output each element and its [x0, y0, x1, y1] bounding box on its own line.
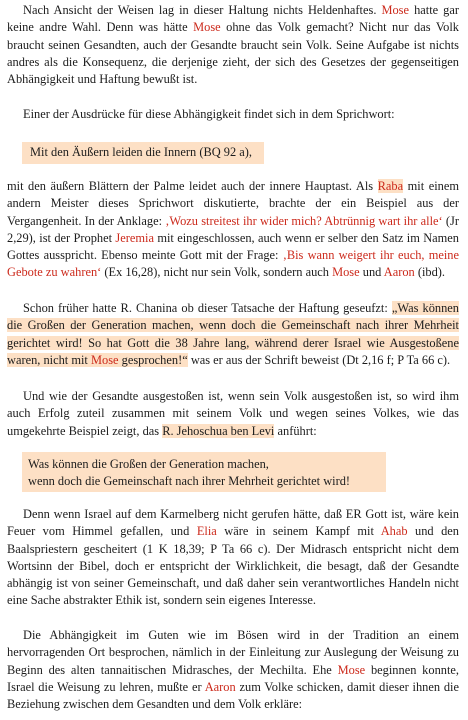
name-jeremia: Jeremia — [115, 230, 154, 245]
paragraph-3 — [7, 178, 459, 282]
bible-quote: ‚Bis wann weigert ihr euch, meine Gebote zu wahren‘ — [7, 248, 459, 280]
name-mose: Mose — [90, 352, 119, 367]
paragraph-2 — [7, 106, 459, 123]
name-ahab: Ahab — [380, 524, 408, 539]
name-raba: Raba — [377, 179, 404, 193]
text-run: ohne das Volk gemacht? Nicht nur das Volk braucht seinen Gesandten, auch der Gesandte braucht sein Volk. Seine Aufgabe ist nichts andres als die Konsequenz, die derjenige zieht, der sich des Gesetzes der gegenseitigen Abhängigkeit und Haftung bewußt ist. — [7, 20, 459, 87]
name-jehoschua: R. Jehoschua ben Levi — [162, 423, 275, 438]
name-aaron: Aaron — [383, 265, 415, 280]
paragraph-5 — [7, 388, 459, 440]
text-run: mit einem andern Meister dieses Sprichwort diskutierte, brachte der ein Beispiel aus der Vergangenheit. In der Anklage: — [7, 179, 459, 228]
text-run: Denn wenn Israel auf dem Karmelberg nicht gerufen hätte, daß ER Gott ist, wäre kein Feuer vom Himmel gefallen, und — [7, 507, 459, 539]
text-run: Nach Ansicht der Weisen lag in dieser Haltung nichts Heldenhaftes. — [23, 3, 377, 17]
text-run: Die Abhängigkeit im Guten wie im Bösen wird in der Tradition an einem hervorragenden Ort besprochen, nämlich in der Einleitung zur Auslegung der Weisung zu Beginn des alten tannaitischen Midrasches, der Mechilta. Ehe — [7, 628, 459, 677]
text-run: zum Volke schicken, damit dieser ihnen die Beziehung zwischen dem Gesandten und dem Volk erkläre: — [7, 679, 459, 712]
name-aaron: Aaron — [204, 679, 236, 694]
text-run: und — [362, 265, 382, 280]
quote-line: Was können die Großen der Generation machen, — [28, 457, 269, 471]
text-run: beginnen konnte, Israel die Weisung zu lehren, mußte er — [7, 662, 460, 694]
name-mose: Mose — [193, 20, 221, 35]
paragraph-4 — [7, 300, 459, 369]
text-run: was er aus der Schrift beweist (Dt 2,16 f; P Ta 66 c). — [190, 352, 451, 367]
paragraph-6 — [7, 506, 459, 610]
text-run: und den Baalspriestern gescheitert (1 K 18,39; P Ta 66 c). Der Midrasch entspricht nicht dem Wortsinn der Bibel, doch er entspricht der Wirklichkeit, die besagt, daß der Gesandte abhängig ist von seiner Gemeinschaft, und daß daher sein verantwortliches Handeln nicht eine Sache abstrakter Ethik ist, sondern sein eigenes Interesse. — [7, 524, 459, 608]
quote-text: „Was können die Großen der Generation machen, wenn doch die Gemeinschaft nach ihrer Mehrheit gerichtet wird! So hat Gott die 38 Jahre lang, während derer Israel wie Ausgestoßene waren, nicht mit — [7, 301, 459, 367]
quote-text: Mit den Äußern leiden die Innern — [30, 145, 197, 159]
text-run: hatte gar keine andre Wahl. Denn was hätte — [7, 3, 459, 35]
paragraph-7 — [7, 627, 459, 713]
quote-1 — [30, 144, 252, 161]
quote-text: gesprochen!“ — [121, 352, 188, 367]
text-run: wäre in seinem Kampf mit — [224, 524, 374, 539]
text-run: Schon früher hatte R. Chanina ob dieser Tatsache der Haftung geseufzt: — [23, 301, 388, 315]
name-mose: Mose — [332, 265, 360, 280]
text-run: mit den äußern Blättern der Palme leidet auch der innere Hauptast. Als — [7, 179, 374, 193]
text-run: Einer der Ausdrücke für diese Abhängigkeit findet sich in dem Sprichwort: — [23, 107, 395, 121]
text-run: anführt: — [277, 423, 317, 438]
name-mose: Mose — [337, 662, 366, 677]
text-run: Und wie der Gesandte ausgestoßen ist, wenn sein Volk ausgestoßen ist, so wird ihm auch Erfolg zuteil zusammen mit seinem Volk und wegen seines Volkes, wie das umgekehrte Beispiel zeigt, das — [7, 389, 459, 438]
name-mose: Mose — [381, 3, 410, 17]
text-run: (ibd). — [417, 265, 446, 280]
bible-quote: ‚Wozu streitest ihr wider mich? Abtrünnig wart ihr alle‘ — [165, 213, 443, 228]
text-run: (Ex 16,28), nicht nur sein Volk, sondern auch — [104, 265, 329, 280]
quote-line: wenn doch die Gemeinschaft nach ihrer Mehrheit gerichtet wird! — [28, 474, 351, 489]
quote-reference: (BQ 92 a), — [199, 145, 252, 159]
paragraph-1 — [7, 2, 459, 88]
quote-2 — [28, 456, 350, 491]
text-run: (Jr 2,29), ist der Prophet — [7, 213, 459, 245]
text-run: mit eingeschlossen, auch wenn er selber den Satz im Namen Gottes ausspricht. Ebenso meinte Gott mit der Frage: — [7, 230, 459, 263]
name-elia: Elia — [196, 524, 217, 539]
